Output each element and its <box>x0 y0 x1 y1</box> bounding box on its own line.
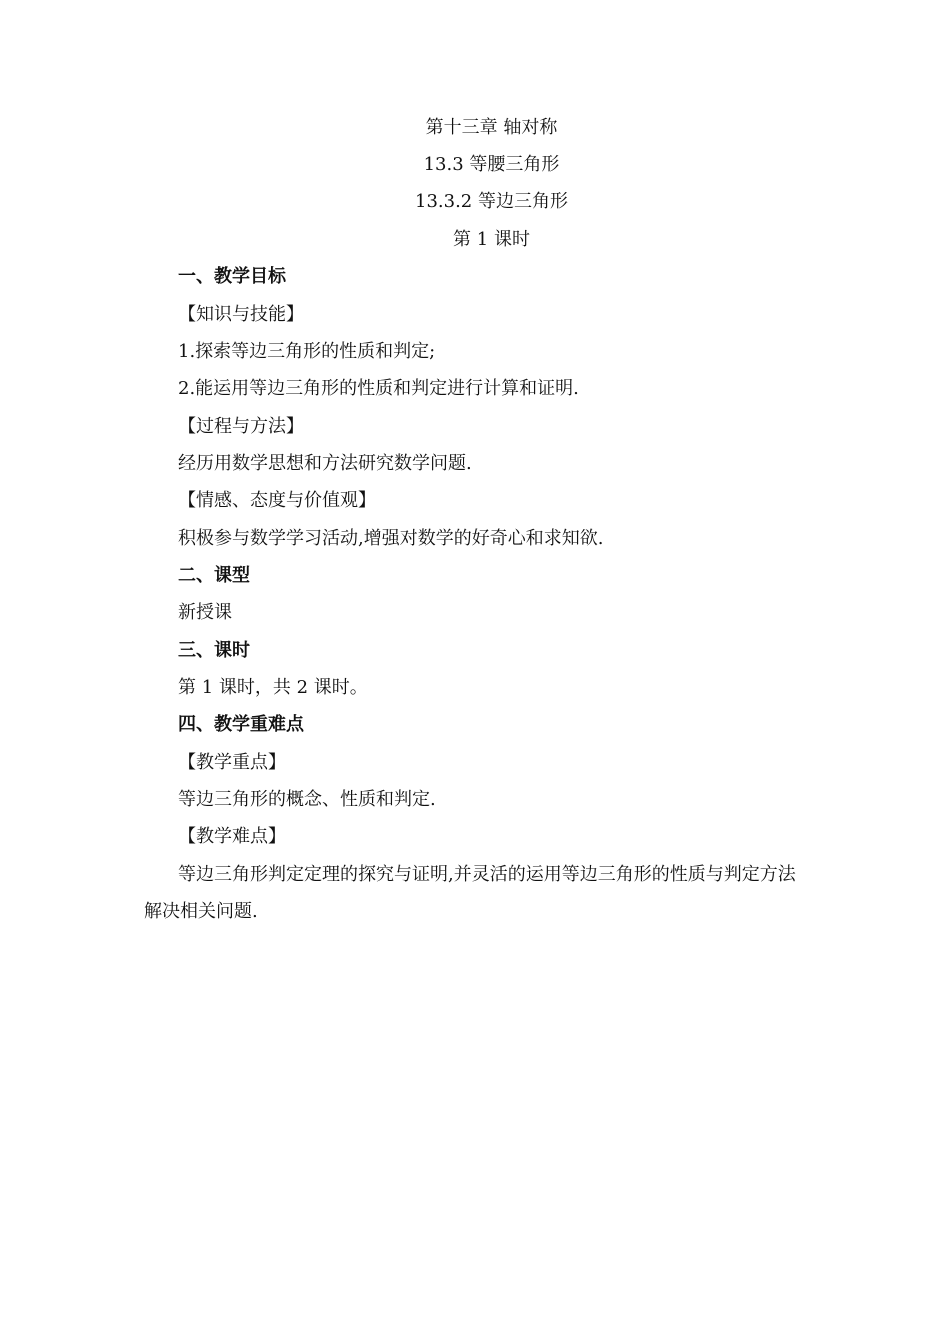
periods-text: 第 1 课时，共 2 课时。 <box>178 677 368 698</box>
process-text: 经历用数学思想和方法研究数学问题. <box>178 453 472 474</box>
knowledge-item: 2.能运用等边三角形的性质和判定进行计算和证明. <box>178 378 579 399</box>
course-type-heading: 二、课型 <box>178 565 250 586</box>
chapter-title: 第十三章 轴对称 <box>425 117 558 138</box>
periods-heading: 三、课时 <box>178 640 250 661</box>
objectives-heading: 一、教学目标 <box>178 266 286 287</box>
focus-text: 等边三角形的概念、性质和判定. <box>178 789 436 810</box>
knowledge-item: 1.探索等边三角形的性质和判定; <box>178 341 436 362</box>
difficulty-text: 等边三角形判定定理的探究与证明,并灵活的运用等边三角形的性质与判定方法解决相关问题. <box>144 864 796 922</box>
course-type-text: 新授课 <box>178 602 232 623</box>
focus-label: 【教学重点】 <box>178 752 286 773</box>
difficulty-label: 【教学难点】 <box>178 826 286 847</box>
lesson-title: 第 1 课时 <box>453 229 530 250</box>
section-title: 13.3 等腰三角形 <box>423 154 560 175</box>
process-label: 【过程与方法】 <box>178 416 304 437</box>
emotion-label: 【情感、态度与价值观】 <box>178 490 376 511</box>
key-points-heading: 四、教学重难点 <box>178 714 304 735</box>
knowledge-label: 【知识与技能】 <box>178 304 304 325</box>
emotion-text: 积极参与数学学习活动,增强对数学的好奇心和求知欲. <box>178 528 604 549</box>
subsection-title: 13.3.2 等边三角形 <box>415 191 568 212</box>
